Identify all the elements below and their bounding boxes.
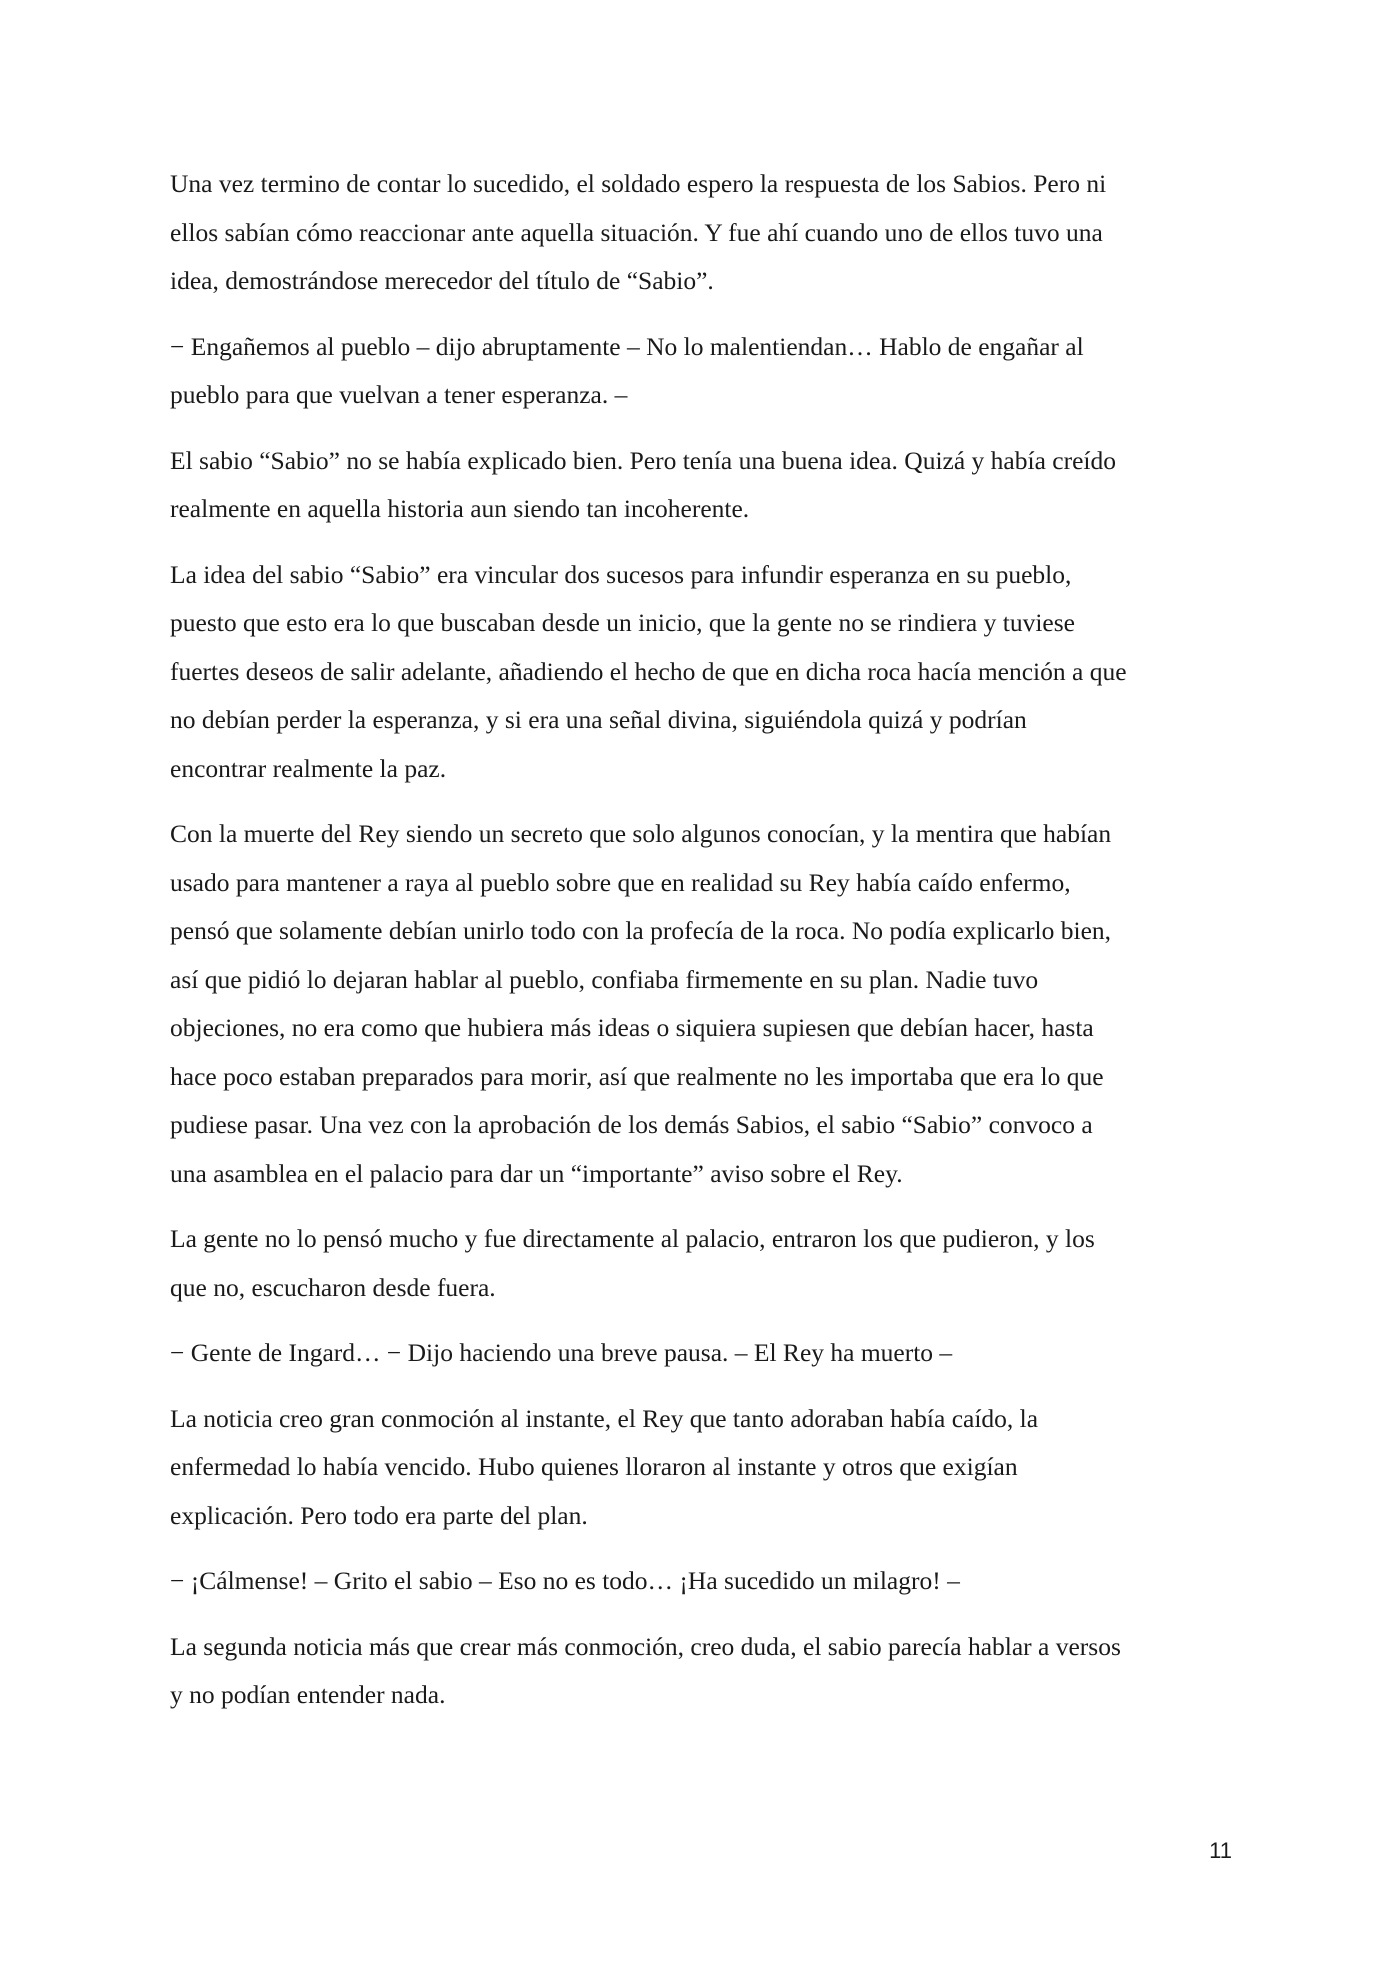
text-line: La noticia creo gran conmoción al instante, el Rey que tanto adoraban había caído, la [170, 1403, 1039, 1433]
paragraph [170, 551, 1230, 794]
text-line: usado para mantener a raya al pueblo sobre que en realidad su Rey había caído enfermo, [170, 867, 1071, 897]
paragraph [170, 160, 1230, 306]
page-number: 11 [1209, 1838, 1232, 1863]
text-line: puesto que esto era lo que buscaban desde un inicio, que la gente no se rindiera y tuviese [170, 608, 1075, 637]
text-line: fuertes deseos de salir adelante, añadiendo el hecho de que en dicha roca hacía mención a que [170, 656, 1127, 686]
text-line: − Gente de Ingard… − Dijo haciendo una breve pausa. – El Rey ha muerto – [170, 1338, 953, 1367]
paragraph [170, 1329, 1230, 1378]
text-line: una asamblea en el palacio para dar un “importante” aviso sobre el Rey. [170, 1158, 903, 1188]
text-line: y no podían entender nada. [170, 1680, 446, 1709]
text-line: realmente en aquella historia aun siendo tan incoherente. [170, 494, 750, 523]
paragraph [170, 323, 1230, 420]
text-line: que no, escucharon desde fuera. [170, 1272, 496, 1302]
paragraph [170, 1623, 1230, 1720]
text-line: − Engañemos al pueblo – dijo abruptamente – No lo malentiendan… Hablo de engañar al [170, 331, 1084, 361]
paragraph [170, 437, 1230, 534]
text-line: Una vez termino de contar lo sucedido, el soldado espero la respuesta de los Sabios. Pero ni [170, 169, 1107, 198]
text-line: pudiese pasar. Una vez con la aprobación de los demás Sabios, el sabio “Sabio” convoco a [170, 1110, 1093, 1139]
text-line: así que pidió lo dejaran hablar al pueblo, confiaba firmemente en su plan. Nadie tuvo [170, 964, 1039, 994]
text-line: Con la muerte del Rey siendo un secreto que solo algunos conocían, y la mentira que habían [170, 819, 1112, 848]
paragraph [170, 1557, 1230, 1606]
text-line: ellos sabían cómo reaccionar ante aquella situación. Y fue ahí cuando uno de ellos tuvo una [170, 217, 1103, 247]
text-line: hace poco estaban preparados para morir, así que realmente no les importaba que era lo que [170, 1061, 1104, 1091]
text-line: − ¡Cálmense! – Grito el sabio – Eso no es todo… ¡Ha sucedido un milagro! – [170, 1566, 960, 1595]
paragraph [170, 810, 1230, 1198]
text-line: pueblo para que vuelvan a tener esperanza. – [170, 380, 628, 409]
text-line: La idea del sabio “Sabio” era vincular dos sucesos para infundir esperanza en su pueblo, [170, 559, 1072, 589]
text-line: La gente no lo pensó mucho y fue directamente al palacio, entraron los que pudieron, y los [170, 1224, 1095, 1253]
text-body [170, 160, 1230, 1737]
text-line: enfermedad lo había vencido. Hubo quienes lloraron al instante y otros que exigían [170, 1452, 1018, 1481]
text-line: no debían perder la esperanza, y si era una señal divina, siguiéndola quizá y podrían [170, 705, 1027, 734]
text-line: objeciones, no era como que hubiera más ideas o siquiera supiesen que debían hacer, hasta [170, 1013, 1094, 1042]
text-line: explicación. Pero todo era parte del plan. [170, 1500, 588, 1530]
text-line: encontrar realmente la paz. [170, 753, 447, 783]
text-line: El sabio “Sabio” no se había explicado bien. Pero tenía una buena idea. Quizá y había creído [170, 445, 1116, 475]
paragraph [170, 1215, 1230, 1312]
text-line: idea, demostrándose merecedor del título de “Sabio”. [170, 266, 714, 295]
paragraph [170, 1395, 1230, 1541]
text-line: La segunda noticia más que crear más conmoción, creo duda, el sabio parecía hablar a versos [170, 1631, 1121, 1661]
text-line: pensó que solamente debían unirlo todo con la profecía de la roca. No podía explicarlo bien, [170, 916, 1112, 945]
